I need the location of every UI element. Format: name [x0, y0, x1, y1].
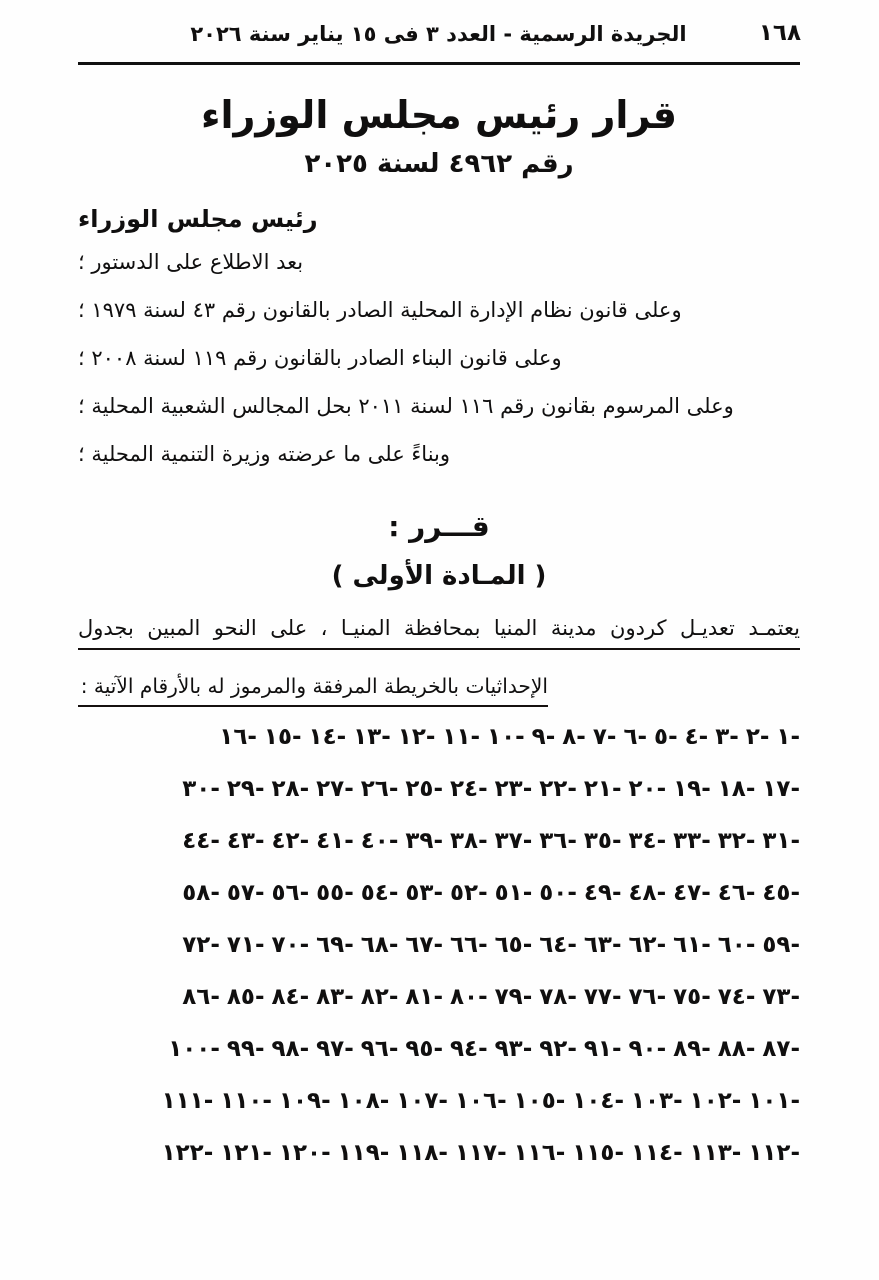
coordinate-index-number: -١٠٠ — [168, 1036, 220, 1062]
coordinate-index-number: -٦٤ — [539, 932, 577, 958]
coordinate-index-number: -١٢٢ — [161, 1140, 214, 1166]
coordinate-index-number: -٢ — [745, 724, 770, 750]
coordinate-index-number: -٦٦ — [450, 932, 488, 958]
coordinate-index-number: -٥٦ — [271, 880, 310, 906]
decree-number-subtitle: رقم ٤٩٦٢ لسنة ٢٠٢٥ — [304, 149, 574, 179]
coordinate-index-number: -١١٤ — [630, 1140, 683, 1166]
coordinate-index-number: -١٥ — [263, 724, 302, 750]
coordinate-index-number: -٦٣ — [583, 932, 622, 958]
coordinate-index-number: -٤٠ — [360, 828, 399, 854]
coordinate-index-number: -٥٢ — [450, 880, 488, 906]
coordinate-index-number: -٥٤ — [360, 880, 399, 906]
article-body-line-1: يعتمـد تعديـل كردون مدينة المنيا بمحافظة المنيـا ، على النحو المبين بجدول — [78, 618, 800, 650]
coordinate-index-number: -١٢١ — [220, 1140, 272, 1166]
coordinate-index-number: -٨٢ — [360, 984, 399, 1010]
coordinate-index-number: -٥٧ — [226, 880, 265, 906]
coordinate-index-number: -٥٩ — [762, 932, 800, 958]
coordinate-index-number: -٩٧ — [316, 1036, 354, 1062]
coordinate-index-number: -١٨ — [717, 776, 756, 802]
coordinate-index-number: -٨١ — [405, 984, 443, 1010]
header-rule — [78, 62, 800, 65]
coordinate-index-number: -٧٧ — [583, 984, 622, 1010]
coordinate-index-number: -٩٢ — [539, 1036, 577, 1062]
coordinate-index-number: -٣٢ — [717, 828, 756, 854]
coordinate-index-number: -١٠٦ — [454, 1088, 507, 1114]
coordinate-index-number: -٨٤ — [271, 984, 310, 1010]
coordinate-index-row — [78, 778, 800, 830]
coordinate-index-number: -٧٣ — [762, 984, 800, 1010]
decree-issuer: رئيس مجلس الوزراء — [78, 205, 318, 233]
coordinate-index-number: -١٠٨ — [337, 1088, 390, 1114]
coordinate-index-number: -١١٥ — [572, 1140, 624, 1166]
coordinate-index-number: -٤٢ — [271, 828, 310, 854]
coordinate-index-number: -٤١ — [316, 828, 354, 854]
coordinate-index-number: -٦١ — [673, 932, 711, 958]
coordinate-index-number: -٢٩ — [226, 776, 265, 802]
coordinate-index-number: -٢٥ — [405, 776, 443, 802]
coordinate-index-number: -١٠٧ — [396, 1088, 448, 1114]
coordinate-index-number: -١٠٩ — [278, 1088, 331, 1114]
article-body — [78, 618, 800, 707]
coordinate-index-number: -٤ — [684, 724, 709, 750]
coordinate-index-row — [78, 1090, 800, 1142]
coordinate-index-number: -٨٦ — [182, 984, 220, 1010]
coordinate-index-number: -٨٣ — [316, 984, 354, 1010]
coordinate-index-number: -٣٨ — [450, 828, 488, 854]
coordinate-index-number: -٦٠ — [717, 932, 756, 958]
article-body-line-2: الإحداثيات بالخريطة المرفقة والمرموز له بالأرقام الآتية : — [78, 676, 548, 707]
coordinate-index-number: -٨٩ — [673, 1036, 711, 1062]
coordinate-index-number: -٣١ — [762, 828, 800, 854]
preamble-line: وعلى المرسوم بقانون رقم ١١٦ لسنة ٢٠١١ بحل المجالس الشعبية المحلية ؛ — [78, 394, 734, 418]
coordinate-index-number: -٥٠ — [539, 880, 577, 906]
coordinate-index-number: -١٠ — [487, 724, 525, 750]
article-heading: ( المـادة الأولى ) — [331, 561, 547, 591]
coordinate-index-number: -٣٦ — [539, 828, 577, 854]
coordinate-index-number: -٩٥ — [405, 1036, 443, 1062]
coordinate-index-number: -١١٠ — [220, 1088, 272, 1114]
coordinate-index-number: -١٠٢ — [689, 1088, 742, 1114]
coordinate-index-number: -٤٨ — [628, 880, 667, 906]
coordinate-index-number: -٥٨ — [182, 880, 220, 906]
coordinate-index-number: -٥٣ — [405, 880, 443, 906]
coordinate-index-number: -٧١ — [226, 932, 265, 958]
coordinate-index-number: -٩٣ — [494, 1036, 533, 1062]
coordinate-index-number: -٨٧ — [762, 1036, 800, 1062]
coordinate-index-row — [78, 1038, 800, 1090]
coordinate-index-number: -١٢٠ — [278, 1140, 331, 1166]
coordinate-index-number: -١٠٥ — [513, 1088, 566, 1114]
coordinate-index-number: -١٢ — [397, 724, 436, 750]
coordinate-index-number: -٢٤ — [450, 776, 488, 802]
coordinate-index-number: -٧٥ — [673, 984, 711, 1010]
coordinate-index-number: -٣٤ — [628, 828, 667, 854]
coordinate-index-number: -٩١ — [583, 1036, 622, 1062]
coordinate-index-number: -٣٩ — [405, 828, 443, 854]
coordinate-index-number: -٩٦ — [360, 1036, 399, 1062]
resolved-label: قـــرر : — [388, 510, 490, 543]
coordinate-index-number: -٤٩ — [583, 880, 622, 906]
coordinate-index-number: -١١١ — [161, 1088, 214, 1114]
coordinate-index-number: -٩٤ — [450, 1036, 488, 1062]
coordinate-index-number: -١١ — [442, 724, 481, 750]
coordinate-index-number: -٤٤ — [182, 828, 220, 854]
coordinate-index-number: -٧٤ — [717, 984, 756, 1010]
coordinate-index-number: -٥ — [654, 724, 678, 750]
coordinate-index-number: -٧٦ — [628, 984, 667, 1010]
coordinate-index-row — [78, 934, 800, 986]
coordinate-index-number: -٦٧ — [405, 932, 443, 958]
coordinate-index-number: -٢٦ — [360, 776, 399, 802]
coordinate-index-number: -٨٨ — [717, 1036, 756, 1062]
coordinate-index-number: -٣٣ — [673, 828, 711, 854]
coordinate-index-number: -١١٣ — [689, 1140, 742, 1166]
coordinate-index-number: -٢١ — [583, 776, 622, 802]
coordinate-index-number: -٧ — [592, 724, 617, 750]
coordinate-index-number: -٦٩ — [316, 932, 354, 958]
coordinate-index-number: -١١٩ — [337, 1140, 390, 1166]
coordinate-index-number: -١١٢ — [748, 1140, 800, 1166]
preamble-line: وبناءً على ما عرضته وزيرة التنمية المحلية ؛ — [78, 442, 451, 466]
coordinate-index-number: -٩ — [531, 724, 556, 750]
coordinate-index-number: -١٧ — [762, 776, 800, 802]
page-header — [78, 18, 801, 58]
preamble-line: بعد الاطلاع على الدستور ؛ — [78, 250, 304, 274]
coordinate-index-row — [78, 986, 800, 1038]
coordinate-index-number: -١٣ — [353, 724, 391, 750]
coordinate-index-number: -٤٦ — [717, 880, 756, 906]
coordinate-index-number: -١٤ — [308, 724, 347, 750]
coordinate-index-number: -٧٠ — [271, 932, 310, 958]
coordinate-index-number: -٨٥ — [226, 984, 265, 1010]
coordinate-index-number: -٢٨ — [271, 776, 310, 802]
preamble-block — [78, 252, 800, 492]
coordinate-index-number: -١٠٣ — [630, 1088, 683, 1114]
preamble-line: وعلى قانون نظام الإدارة المحلية الصادر بالقانون رقم ٤٣ لسنة ١٩٧٩ ؛ — [78, 298, 682, 322]
coordinate-index-row — [78, 882, 800, 934]
coordinate-index-number: -٤٥ — [762, 880, 800, 906]
coordinate-index-number: -١١٧ — [454, 1140, 507, 1166]
coordinate-index-number: -٦٢ — [628, 932, 667, 958]
decree-title: قرار رئيس مجلس الوزراء — [201, 93, 677, 137]
coordinate-index-number: -٦٥ — [494, 932, 533, 958]
coordinate-index-number: -٣٥ — [583, 828, 622, 854]
coordinate-index-number: -١١٨ — [396, 1140, 448, 1166]
coordinate-index-number: -٩٨ — [271, 1036, 310, 1062]
coordinate-index-number: -٧٨ — [539, 984, 577, 1010]
coordinate-index-number: -٤٧ — [673, 880, 711, 906]
coordinate-index-number: -٩٩ — [226, 1036, 265, 1062]
coordinate-index-list — [78, 726, 800, 1194]
coordinate-index-number: -١ — [776, 724, 800, 750]
coordinate-index-number: -٦٨ — [360, 932, 399, 958]
coordinate-index-number: -٦ — [623, 724, 648, 750]
coordinate-index-number: -٢٧ — [316, 776, 354, 802]
coordinate-index-number: -١٩ — [673, 776, 711, 802]
coordinate-index-number: -٣٠ — [182, 776, 220, 802]
coordinate-index-row — [78, 1142, 800, 1194]
gazette-header-title: الجريدة الرسمية - العدد ٣ فى ١٥ يناير سنة ٢٠٢٦ — [190, 22, 687, 46]
coordinate-index-number: -١٠١ — [748, 1088, 800, 1114]
coordinate-index-number: -٢٢ — [539, 776, 577, 802]
coordinate-index-row — [78, 726, 800, 778]
coordinate-index-number: -٣٧ — [494, 828, 533, 854]
coordinate-index-number: -٥٥ — [316, 880, 354, 906]
coordinate-index-number: -٥١ — [494, 880, 533, 906]
coordinate-index-row — [78, 830, 800, 882]
page-number: ١٦٨ — [758, 20, 801, 46]
coordinate-index-number: -٣ — [715, 724, 739, 750]
coordinate-index-number: -١٦ — [219, 724, 257, 750]
coordinate-index-number: -٨٠ — [450, 984, 488, 1010]
coordinate-index-number: -٢٠ — [628, 776, 667, 802]
coordinate-index-number: -٢٣ — [494, 776, 533, 802]
coordinate-index-number: -٧٩ — [494, 984, 533, 1010]
coordinate-index-number: -٧٢ — [182, 932, 220, 958]
coordinate-index-number: -١٠٤ — [572, 1088, 624, 1114]
preamble-line: وعلى قانون البناء الصادر بالقانون رقم ١١٩ لسنة ٢٠٠٨ ؛ — [78, 346, 562, 370]
coordinate-index-number: -٩٠ — [628, 1036, 667, 1062]
coordinate-index-number: -٨ — [562, 724, 586, 750]
coordinate-index-number: -١١٦ — [513, 1140, 566, 1166]
coordinate-index-number: -٤٣ — [226, 828, 265, 854]
